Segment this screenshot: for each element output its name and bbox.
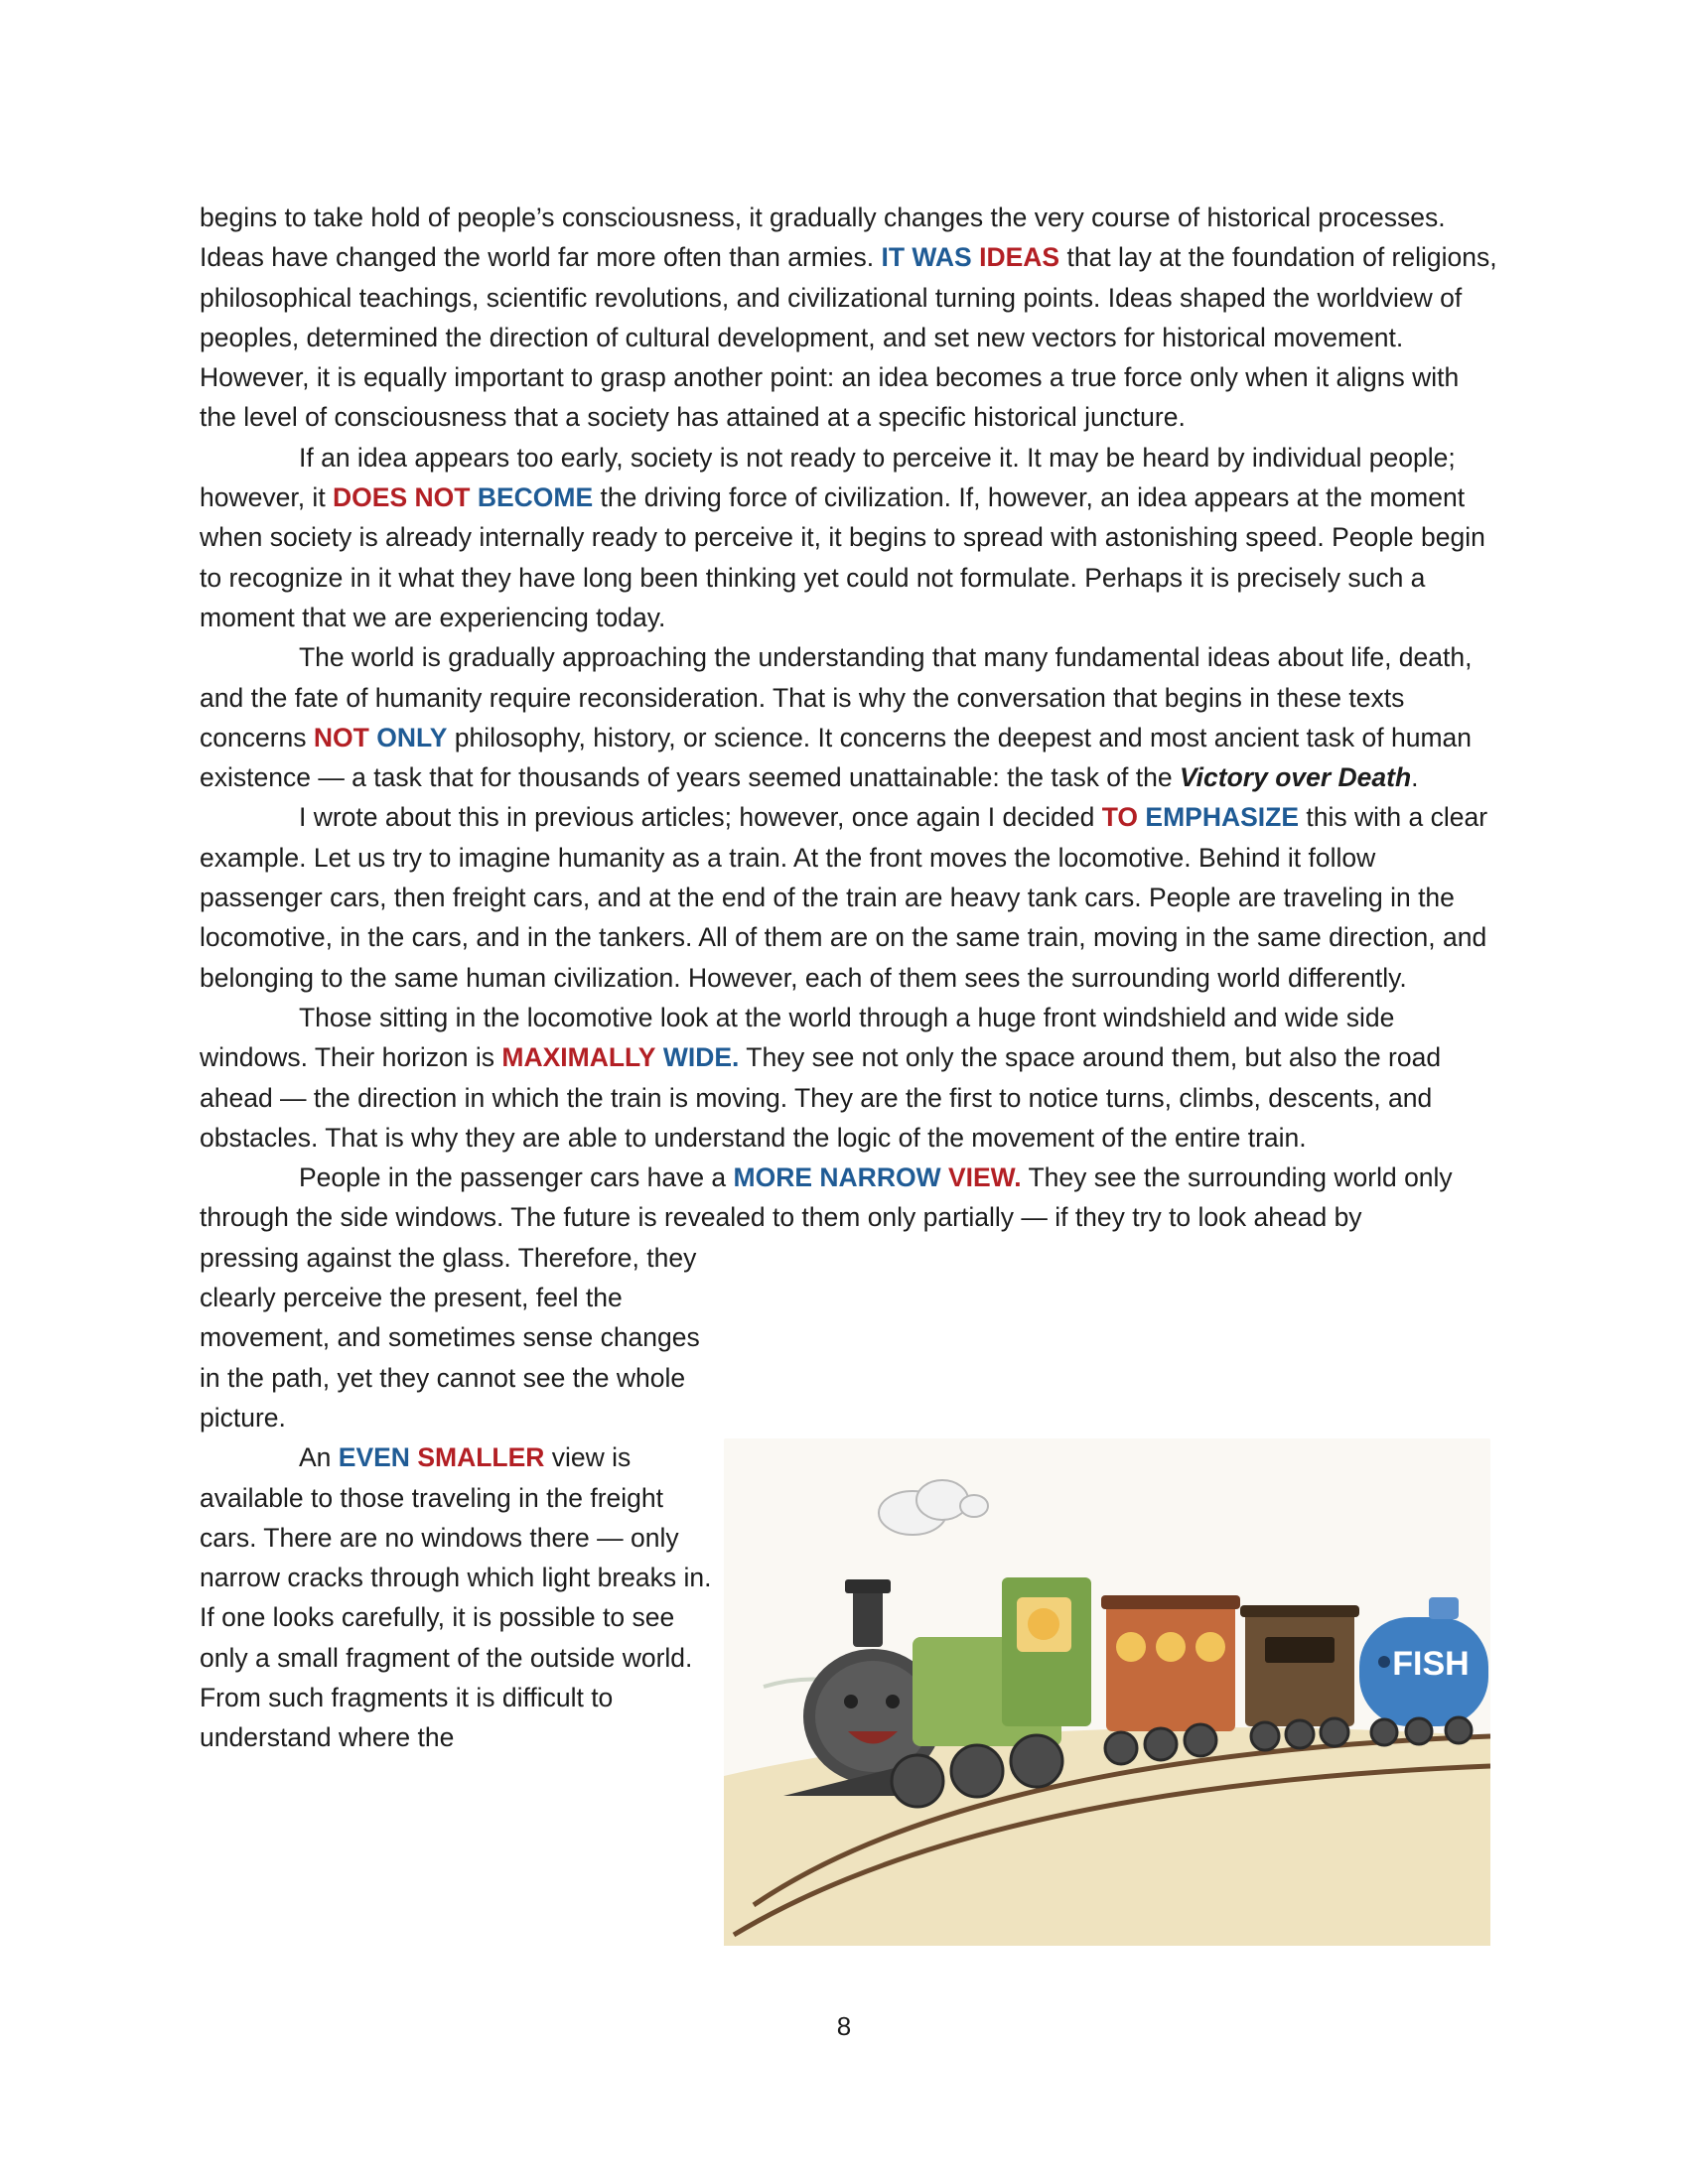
highlight-red: SMALLER — [417, 1442, 545, 1473]
text-run: An — [299, 1442, 339, 1473]
text-run: If an idea appears too early, society is not ready to perceive it. It may be heard by individual people; however, it — [200, 442, 1456, 513]
highlight-blue: BECOME — [477, 482, 594, 513]
highlight-blue: ONLY — [376, 722, 448, 752]
passenger-car — [1101, 1595, 1240, 1731]
text-run: They see not only the space around them, but also the road ahead — the direction in which the train is moving. They are the first to notice turns, climbs, descents, and obstacles. That is why they are able to understand the logic of the movement of the entire train. — [200, 1042, 1442, 1153]
text-run: philosophy, history, or science. It concerns the deepest and most ancient task of human existence — a task that for thousands of years seemed unattainable: the task of the — [200, 722, 1473, 793]
paragraph-5 — [200, 998, 1500, 1158]
paragraph-2 — [200, 438, 1500, 637]
text-run: Those sitting in the locomotive look at the world through a huge front windshield and wide side windows. Their horizon is — [200, 1002, 1395, 1073]
text-run: that lay at the foundation of religions, philosophical teachings, scientific revolutions, and civilizational turning points. Ideas shaped the worldview of peoples, determined the direction of cultural development, and set new vectors for historical movement. However, it is equally important to grasp another point: an idea becomes a true force only when it aligns with the level of consciousness that a society has attained at a specific historical juncture. — [200, 242, 1497, 433]
tank-car — [1359, 1597, 1488, 1726]
tank-label: FISH — [1392, 1645, 1470, 1683]
highlight-red: NOT — [313, 722, 369, 752]
page-number: 8 — [836, 2011, 852, 2041]
text-run: this with a clear example. Let us try to imagine humanity as a train. At the front moves the locomotive. Behind it follow passenger cars, then freight cars, and at the end of the train are heavy tank cars. People are traveling in the locomotive, in the cars, and in the tankers. All of them are on the same train, moving in the same direction, and belonging to the same human civilization. However, each of them sees the surrounding world differently. — [200, 802, 1488, 993]
text-run: . — [1411, 762, 1419, 793]
highlight-red: VIEW. — [947, 1162, 1022, 1193]
highlight-red: DOES NOT — [333, 482, 471, 513]
paragraph-4 — [200, 797, 1500, 997]
emphasis-text: Victory over Death — [1179, 762, 1412, 793]
paragraph-3 — [200, 637, 1500, 797]
highlight-red: IDEAS — [979, 242, 1060, 273]
train-illustration — [724, 1438, 1490, 1946]
paragraph-6-continued — [200, 1238, 716, 1437]
cloud-icon — [879, 1480, 988, 1535]
text-run: begins to take hold of people’s consciousness, it gradually changes the very course of historical processes. Ideas have changed the world far more often than armies. — [200, 203, 1446, 273]
highlight-blue: WIDE. — [662, 1042, 740, 1073]
highlight-blue: EMPHASIZE — [1145, 802, 1300, 833]
highlight-red: MAXIMALLY — [501, 1042, 656, 1073]
text-run: view is available to those traveling in the freight cars. There are no windows there — only narrow cracks through which light breaks in. If one looks carefully, it is possible to see only a small fragment of the outside world. From such fragments it is difficult to understand where the — [200, 1442, 712, 1753]
text-run: the driving force of civilization. If, however, an idea appears at the moment when society is already internally ready to perceive it, it begins to spread with astonishing speed. People begin to recognize in it what they have long been thinking yet could not formulate. Perhaps it is precisely such a moment that we are experiencing today. — [200, 482, 1485, 632]
freight-car — [1240, 1605, 1359, 1726]
highlight-blue: MORE NARROW — [733, 1162, 941, 1193]
highlight-blue: IT WAS — [881, 242, 972, 273]
highlight-red: TO — [1101, 802, 1139, 833]
text-run: I wrote about this in previous articles; however, once again I decided — [299, 802, 1102, 833]
paragraph-6 — [200, 1158, 1500, 1238]
text-run: The world is gradually approaching the understanding that many fundamental ideas about life, death, and the fate of humanity require reconsideration. That is why the conversation that begins in these texts concerns — [200, 642, 1473, 752]
paragraph-1 — [200, 198, 1500, 438]
paragraph-7 — [200, 1437, 716, 1757]
text-run: pressing against the glass. Therefore, they clearly perceive the present, feel the movement, and sometimes sense changes in the path, yet they cannot see the whole picture. — [200, 1242, 700, 1433]
train-drawing — [724, 1438, 1490, 1946]
highlight-blue: EVEN — [338, 1442, 410, 1473]
text-run: They see the surrounding world only through the side windows. The future is revealed to them only partially — if they try to look ahead by — [200, 1162, 1453, 1233]
text-run: People in the passenger cars have a — [299, 1162, 734, 1193]
